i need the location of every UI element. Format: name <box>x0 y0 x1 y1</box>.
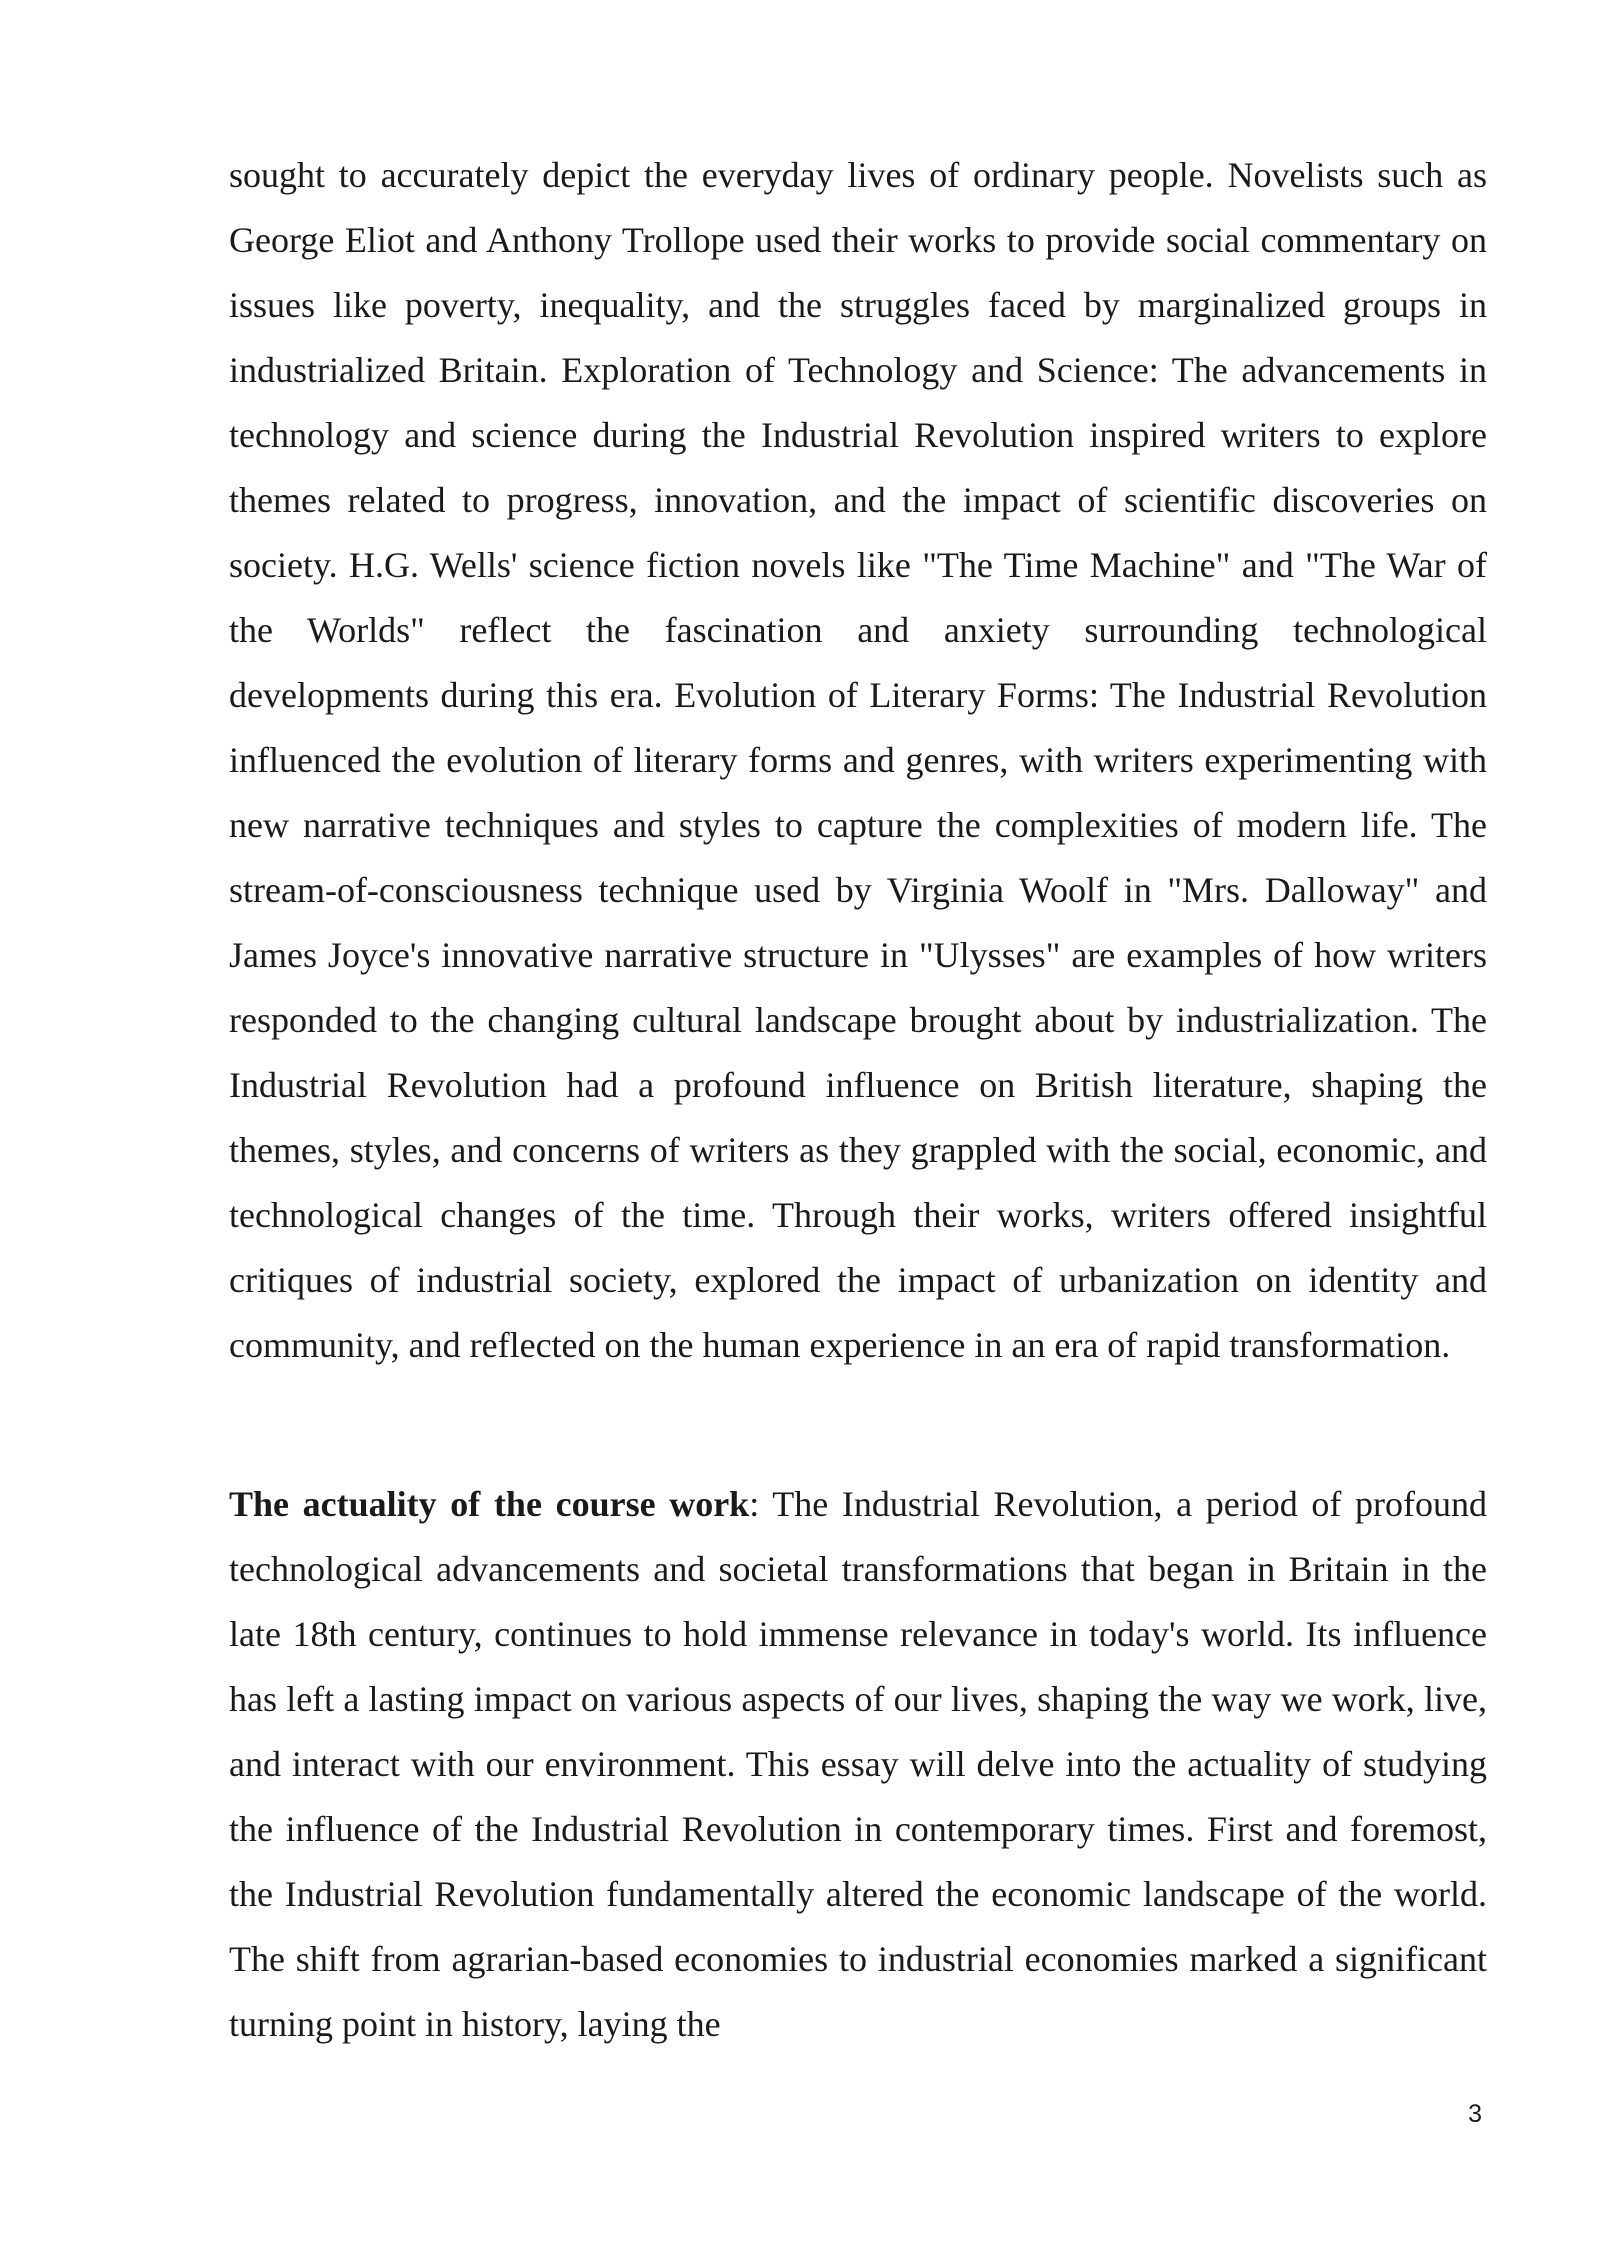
page-number: 3 <box>1468 2100 1482 2128</box>
section-lead-heading: The actuality of the course work <box>229 1484 750 1524</box>
body-paragraph-actuality <box>229 1472 1487 2057</box>
body-paragraph: sought to accurately depict the everyday lives of ordinary people. Novelists such as George Eliot and Anthony Trollope used their works to provide social commentary on issues like poverty, inequality, and the struggles faced by marginalized groups in industrialized Britain. Exploration of Technology and Science: The advancements in technology and science during the Industrial Revolution inspired writers to explore themes related to progress, innovation, and the impact of scientific discoveries on society. H.G. Wells' science fiction novels like "The Time Machine" and "The War of the Worlds" reflect the fascination and anxiety surrounding technological developments during this era. Evolution of Literary Forms: The Industrial Revolution influenced the evolution of literary forms and genres, with writers experimenting with new narrative techniques and styles to capture the complexities of modern life. The stream-of-consciousness technique used by Virginia Woolf in "Mrs. Dalloway" and James Joyce's innovative narrative structure in "Ulysses" are examples of how writers responded to the changing cultural landscape brought about by industrialization. The Industrial Revolution had a profound influence on British literature, shaping the themes, styles, and concerns of writers as they grappled with the social, economic, and technological changes of the time. Through their works, writers offered insightful critiques of industrial society, explored the impact of urbanization on identity and community, and reflected on the human experience in an era of rapid transformation. <box>229 155 1487 1365</box>
section-lead-text: : The Industrial Revolution, a period of profound technological advancements and societal transformations that began in Britain in the late 18th century, continues to hold immense relevance in today's world. Its influence has left a lasting impact on various aspects of our lives, shaping the way we work, live, and interact with our environment. This essay will delve into the actuality of studying the influence of the Industrial Revolution in contemporary times. First and foremost, the Industrial Revolution fundamentally altered the economic landscape of the world. The shift from agrarian-based economies to industrial economies marked a significant turning point in history, laying the <box>229 1484 1488 2044</box>
